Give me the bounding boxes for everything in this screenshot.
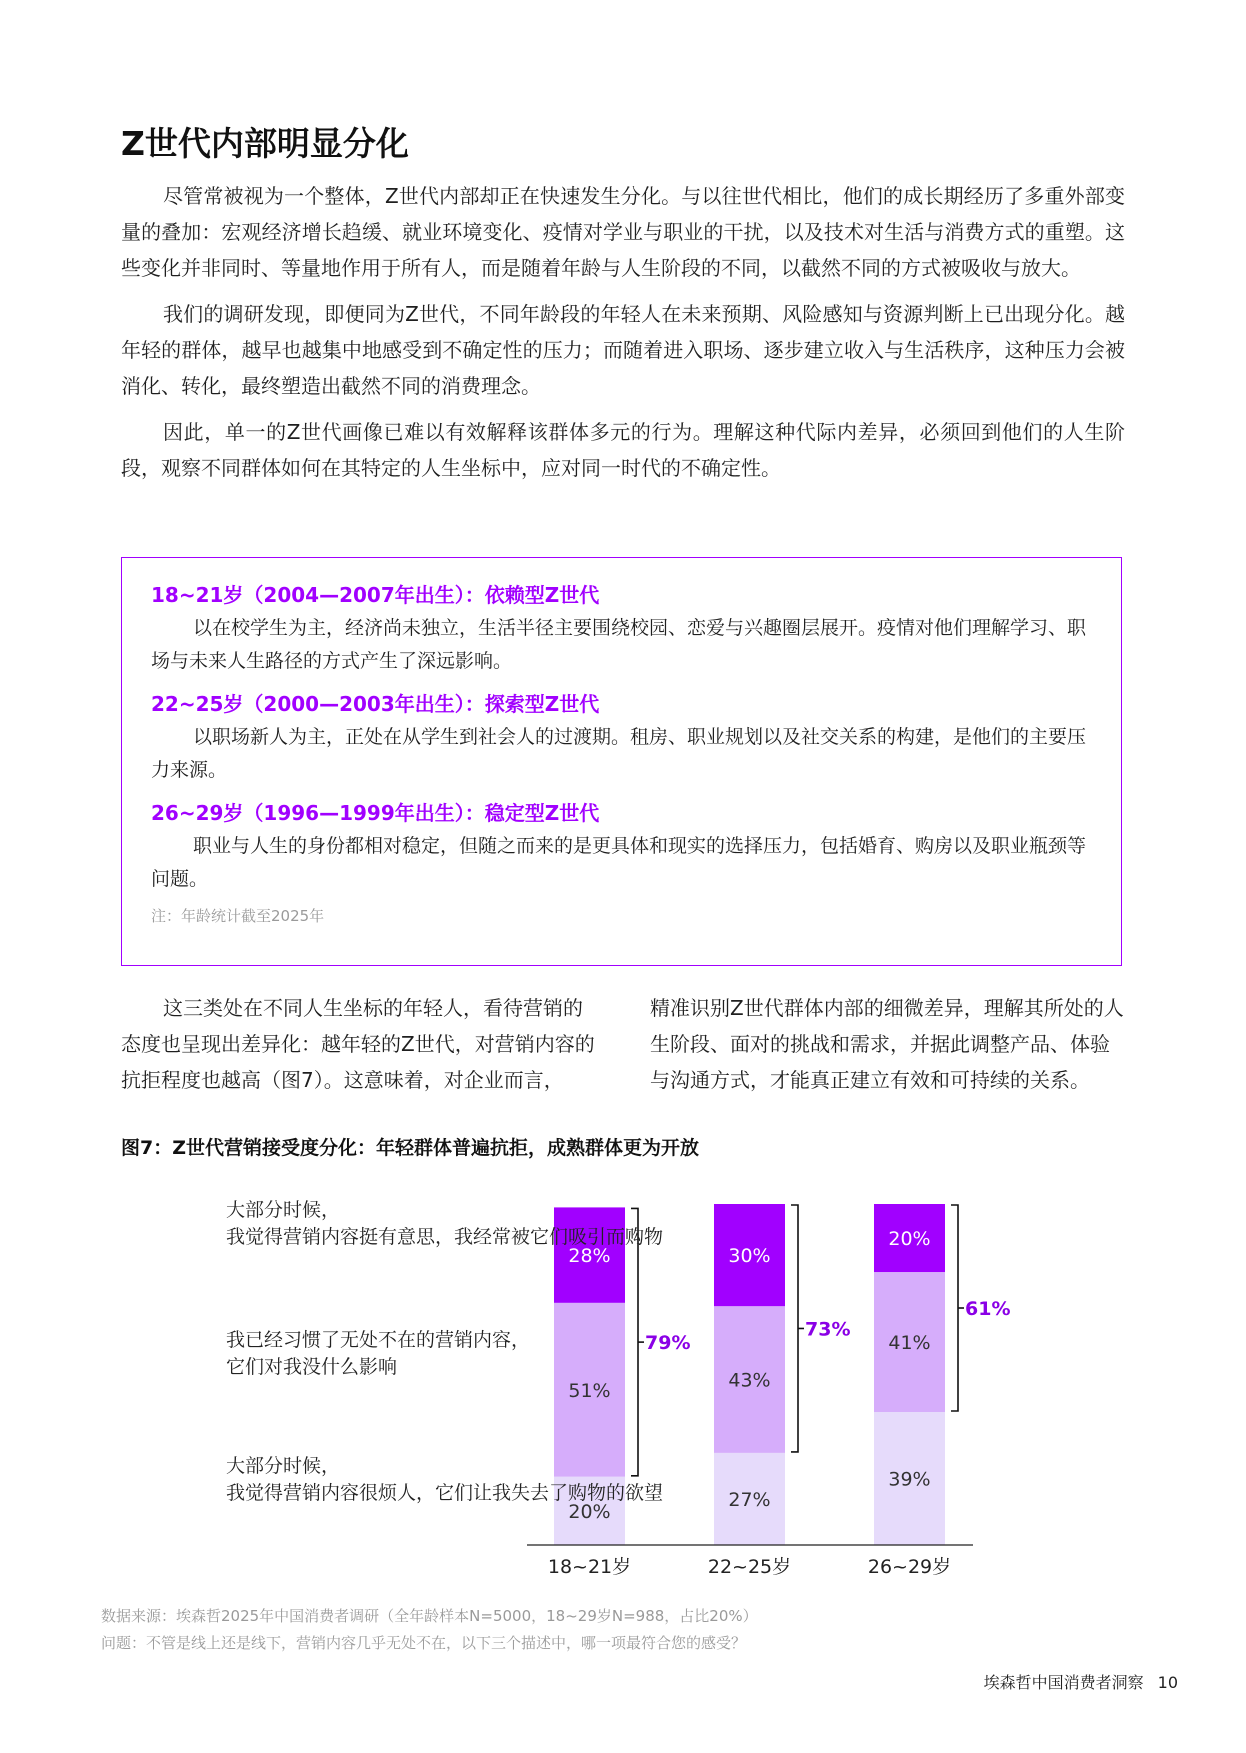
legend-label: 大部分时候， (226, 1199, 341, 1221)
x-category-label: 18~21岁 (547, 1556, 632, 1578)
intro-paragraph: 因此，单一的Z世代画像已难以有效解释该群体多元的行为。理解这种代际内差异，必须回到他们的人生阶段，观察不同群体如何在其特定的人生坐标中，应对同一时代的不确定性。 (121, 420, 1125, 480)
figure-title: 图7：Z世代营销接受度分化：年轻群体普遍抗拒，成熟群体更为开放 (121, 1137, 699, 1159)
segment-title: 18~21岁（2004—2007年出生）：依赖型Z世代 (151, 583, 600, 607)
bar-value-label: 43% (728, 1369, 771, 1392)
bar-value-label: 51% (568, 1379, 611, 1402)
intro-paragraph: 尽管常被视为一个整体，Z世代内部却正在快速发生分化。与以往世代相比，他们的成长期经历了多重外部变量的叠加：宏观经济增长趋缓、就业环境变化、疫情对学业与职业的干扰，以及技术对生活与消费方式的重塑。这些变化并非同时、等量地作用于所有人，而是随着年龄与人生阶段的不同，以截然不同的方式被吸收与放大。 (121, 184, 1125, 280)
bar-value-label: 20% (888, 1228, 931, 1251)
bracket (791, 1205, 798, 1452)
intro-paragraph: 我们的调研发现，即便同为Z世代，不同年龄段的年轻人在未来预期、风险感知与资源判断上已出现分化。越年轻的群体，越早也越集中地感受到不确定性的压力；而随着进入职场、逐步建立收入与生活秩序，这种压力会被消化、转化，最终塑造出截然不同的消费理念。 (121, 302, 1125, 398)
survey-question: 问题：不管是线上还是线下，营销内容几乎无处不在，以下三个描述中，哪一项最符合您的感受？ (101, 1634, 747, 1652)
legend-label: 我觉得营销内容挺有意思，我经常被它们吸引而购物 (226, 1226, 664, 1248)
bar-value-label: 27% (728, 1488, 771, 1511)
segment-title: 22~25岁（2000—2003年出生）：探索型Z世代 (151, 692, 600, 716)
segment-text: 职业与人生的身份都相对稳定，但随之而来的是更具体和现实的选择压力，包括婚育、购房以及职业瓶颈等问题。 (151, 835, 1087, 890)
bar-value-label: 28% (568, 1245, 611, 1268)
bar-value-label: 30% (728, 1245, 771, 1268)
page-footer (970, 1670, 1178, 1693)
age-note: 注：年龄统计截至2025年 (151, 907, 325, 925)
body-column-right: 精准识别Z世代群体内部的细微差异，理解其所处的人生阶段、面对的挑战和需求，并据此调整产品、体验与沟通方式，才能真正建立有效和可持续的关系。 (650, 996, 1124, 1092)
bar-value-label: 20% (568, 1500, 611, 1523)
legend-label: 大部分时候， (226, 1455, 341, 1477)
segment-title: 26~29岁（1996—1999年出生）：稳定型Z世代 (151, 801, 600, 825)
x-category-label: 26~29岁 (867, 1556, 952, 1578)
bar-value-label: 41% (888, 1332, 931, 1355)
page-title: Z世代内部明显分化 (121, 124, 409, 163)
x-category-label: 22~25岁 (707, 1556, 792, 1578)
legend-label: 我觉得营销内容很烦人，它们让我失去了购物的欲望 (226, 1482, 664, 1504)
legend-label: 它们对我没什么影响 (226, 1356, 398, 1378)
page-number: 10 (1157, 1673, 1178, 1692)
body-column-left: 这三类处在不同人生坐标的年轻人，看待营销的态度也呈现出差异化：越年轻的Z世代，对营销内容的抗拒程度也越高（图7）。这意味着，对企业而言， (121, 996, 595, 1092)
bracket (951, 1205, 958, 1411)
segment-text: 以在校学生为主，经济尚未独立，生活半径主要围绕校园、恋爱与兴趣圈层展开。疫情对他们理解学习、职场与未来人生路径的方式产生了深远影响。 (151, 617, 1087, 672)
bracket-total-label: 79% (645, 1332, 691, 1355)
legend-label: 我已经习惯了无处不在的营销内容， (226, 1329, 531, 1351)
bracket-total-label: 61% (965, 1298, 1011, 1321)
bracket (631, 1208, 638, 1475)
segment-text: 以职场新人为主，正处在从学生到社会人的过渡期。租房、职业规划以及社交关系的构建，是他们的主要压力来源。 (151, 726, 1087, 781)
data-source: 数据来源：埃森哲2025年中国消费者调研（全年龄样本N=5000，18~29岁N=988，占比20%） (101, 1607, 758, 1625)
footer-label: 埃森哲中国消费者洞察 (983, 1673, 1144, 1692)
bar-value-label: 39% (888, 1468, 931, 1491)
bracket-total-label: 73% (805, 1318, 851, 1341)
